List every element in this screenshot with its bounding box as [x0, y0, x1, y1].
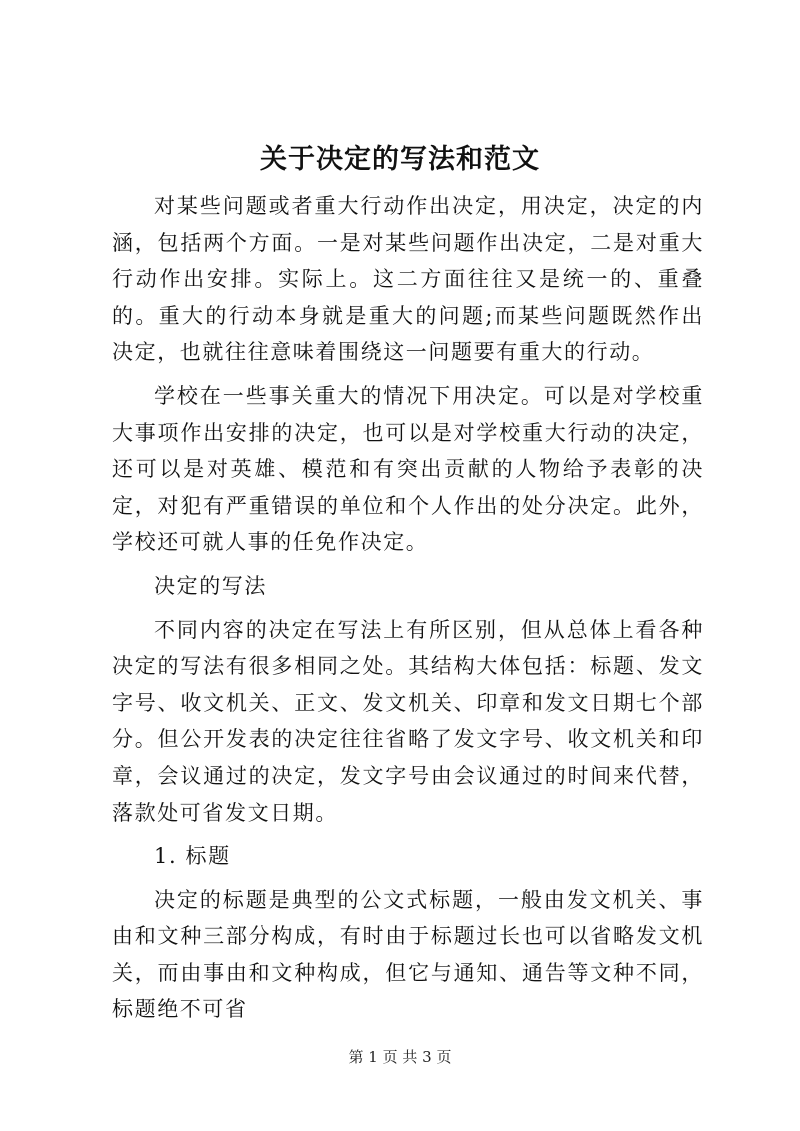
paragraph-structure: 不同内容的决定在写法上有所区别，但从总体上看各种决定的写法有很多相同之处。其结构大体包括：标题、发文字号、收文机关、正文、发文机关、印章和发文日期七个部分。但公开发表的决定往往省略了发文字号、收文机关和印章，会议通过的决定，发文字号由会议通过的时间来代替，落款处可省发文日期。 [112, 617, 704, 825]
paragraph-intro: 对某些问题或者重大行动作出决定，用决定，决定的内涵，包括两个方面。一是对某些问题作出决定，二是对重大行动作出安排。实际上。这二方面往往又是统一的、重叠的。重大的行动本身就是重大的问题;而某些问题既然作出决定，也就往往意味着围绕这一问题要有重大的行动。 [112, 194, 704, 365]
paragraph-title-description: 决定的标题是典型的公文式标题，一般由发文机关、事由和文种三部分构成，有时由于标题过长也可以省略发文机关，而由事由和文种构成，但它与通知、通告等文种不同，标题绝不可省 [112, 887, 704, 1022]
section-heading-title: 1. 标题 [154, 844, 231, 869]
paragraph-school-usage: 学校在一些事关重大的情况下用决定。可以是对学校重大事项作出安排的决定，也可以是对学校重大行动的决定，还可以是对英雄、模范和有突出贡献的人物给予表彰的决定，对犯有严重错误的单位和个人作出的处分决定。此外，学校还可就人事的任免作决定。 [112, 383, 704, 555]
page-footer: 第 1 页 共 3 页 [348, 1048, 452, 1066]
document-body [112, 188, 704, 1035]
document-title: 关于决定的写法和范文 [260, 144, 540, 175]
section-heading-writing-method: 决定的写法 [154, 573, 267, 598]
